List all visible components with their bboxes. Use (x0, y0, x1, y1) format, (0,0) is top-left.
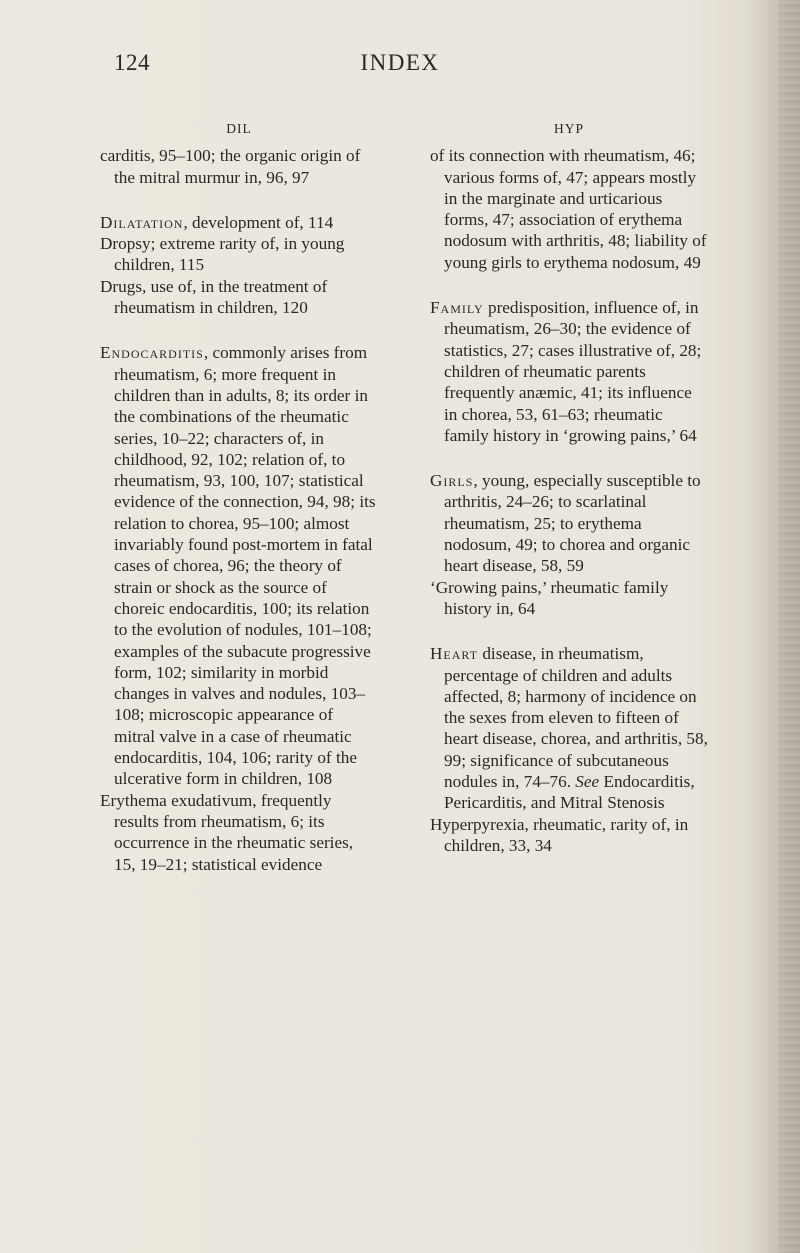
entry-heading: Endocarditis (100, 343, 204, 363)
index-entry (430, 643, 708, 813)
left-column (100, 118, 378, 875)
entry-text: disease, in rheumatism, percentage of children and adults affected, 8; harmony of incidence on the sexes from eleven to fifteen of heart disease, chorea, and arthritis, 58, 99; significance of subcutaneous nodules in, 74–76. (444, 644, 708, 792)
index-entry (100, 342, 378, 789)
running-head: INDEX (360, 50, 440, 75)
index-entry (430, 470, 708, 576)
page-header (0, 50, 800, 90)
entry-heading: Dilatation (100, 212, 184, 232)
entry-heading: Heart (430, 644, 479, 664)
entry-text: carditis, 95–100; the organic origin of the mitral murmur in, 96, 97 (100, 146, 361, 187)
entry-gap (100, 318, 378, 342)
page-number: 124 (114, 50, 150, 75)
guide-word: DIL (226, 121, 252, 136)
entry-text: , development of, 114 (183, 212, 334, 232)
entry-text: Endocarditis, Pericarditis, and Mitral Stenosis (444, 772, 695, 813)
index-entry (100, 212, 378, 233)
entry-text: predisposition, influence of, in rheumatism, 26–30; the evidence of statistics, 27; cases illustrative of, 28; children of rheumatic parents frequently anæmic, 41; its influence in chorea, 53, 61–63; rheumatic family history in ‘growing pains,’ 64 (444, 298, 702, 445)
guide-word: HYP (553, 121, 584, 136)
index-entry (430, 297, 708, 446)
entry-text: , commonly arises from rheumatism, 6; more frequent in children than in adults, 8; its order in the combinations of the rheumatic series, 10–22; characters of, in childhood, 92, 102; relation of, to rheumatism, 93, 100, 107; statistical evidence of the connection, 94, 98; its relation to chorea, 95–100; almost invariably found post-mortem in fatal cases of chorea, 96; the theory of strain or shock as the source of choreic endocarditis, 100; its relation to the evolution of nodules, 101–108; examples of the subacute progressive form, 102; similarity in morbid changes in valves and nodules, 103–108; microscopic appearance of mitral valve in a case of rheumatic endocarditis, 104, 106; rarity of the ulcerative form in children, 108 (114, 343, 376, 789)
entry-gap (430, 619, 708, 643)
entry-text: Dropsy; extreme rarity of, in young children, 115 (100, 234, 345, 275)
index-entry (430, 577, 708, 620)
index-entry (100, 233, 378, 276)
entry-heading: Girls (430, 471, 474, 491)
entry-text: Hyperpyrexia, rheumatic, rarity of, in children, 33, 34 (430, 814, 689, 855)
right-column (430, 118, 708, 856)
page-edge (778, 0, 800, 1253)
index-entry (430, 814, 708, 857)
entry-heading: Family (430, 298, 484, 318)
see-reference: See (575, 772, 600, 792)
index-entry (430, 145, 708, 273)
entry-text: of its connection with rheumatism, 46; various forms of, 47; appears mostly in the marginate and urticarious forms, 47; association of erythema nodosum with arthritis, 48; liability of young girls to erythema nodosum, 49 (430, 146, 707, 272)
index-entry (100, 145, 378, 188)
entry-gap (100, 188, 378, 212)
index-entries (100, 145, 378, 875)
entry-gap (430, 446, 708, 470)
entry-text: , young, especially susceptible to arthritis, 24–26; to scarlatinal rheumatism, 25; to erythema nodosum, 49; to chorea and organic heart disease, 58, 59 (444, 471, 701, 576)
index-entry (100, 790, 378, 875)
entry-text: ‘Growing pains,’ rheumatic family history in, 64 (430, 577, 669, 618)
index-entry (100, 276, 378, 319)
entry-text: Erythema exudativum, frequently results from rheumatism, 6; its occurrence in the rheumatic series, 15, 19–21; statistical evidence (100, 790, 354, 874)
index-entries (430, 145, 708, 856)
entry-text: Drugs, use of, in the treatment of rheumatism in children, 120 (100, 276, 328, 318)
entry-gap (430, 273, 708, 297)
